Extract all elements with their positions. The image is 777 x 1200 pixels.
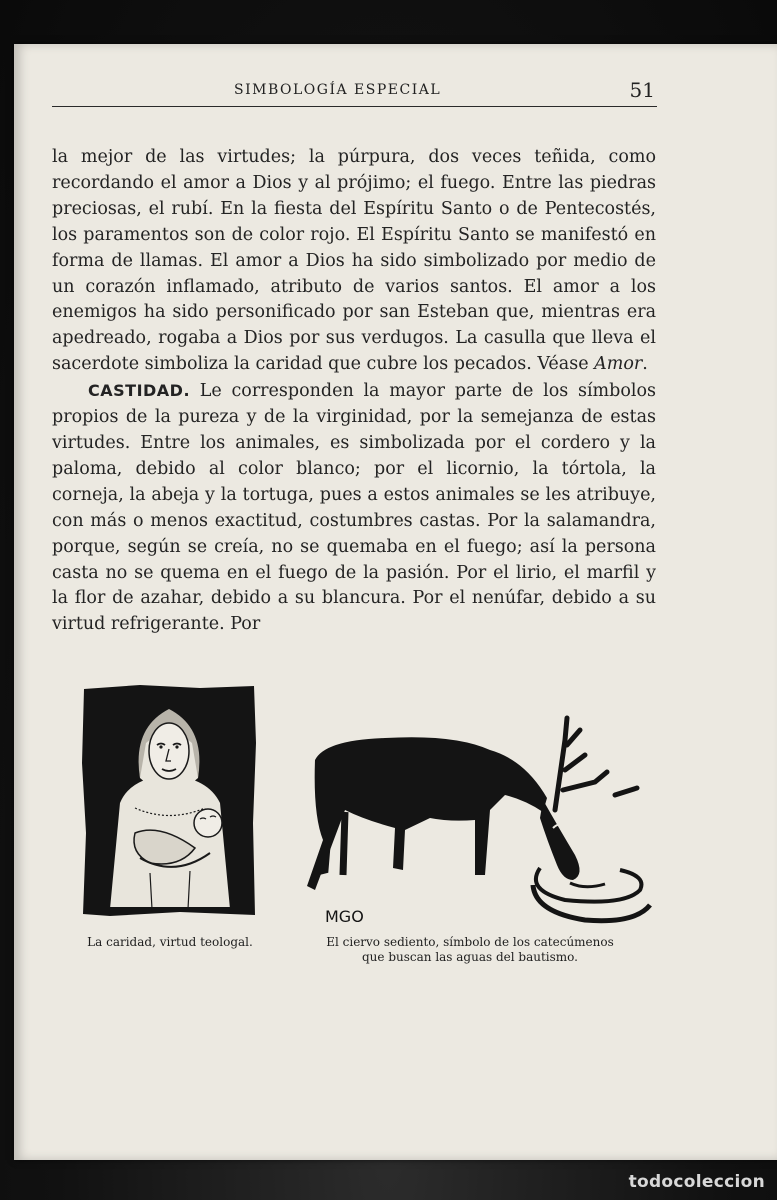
body-text <box>52 145 656 638</box>
deer-illustration <box>285 700 655 935</box>
paragraph-text: la mejor de las virtudes; la púrpura, dos veces teñida, como recordando el amor a Dios y al prójimo; el fuego. Entre las piedras preciosas, el rubí. En la fiesta del Espíritu Santo o de Pentecostés, los paramentos son de color rojo. El Espíritu Santo se manifestó en forma de llamas. El amor a Dios ha sido simbolizado por medio de un corazón inflamado, atributo de varios santos. El amor a los enemigos ha sido personificado por san Esteban que, mientras era apedreado, rogaba a Dios por sus verdugos. La casulla que lleva el sacerdote simboliza la caridad que cubre los pecados. Véase <box>52 147 656 375</box>
running-header <box>52 80 657 107</box>
deer-caption <box>285 935 655 965</box>
paragraph-text: Le corresponden la mayor parte de los símbolos propios de la pureza y de la virginidad, por la semejanza de estas virtudes. Entre los animales, es simbolizada por el cordero y la paloma, debido al color blanco; por el licornio, la tórtola, la corneja, la abeja y la tortuga, pues a estos animales se les atribuye, con más o menos exactitud, costumbres castas. Por la salamandra, porque, según se creía, no se quemaba en el fuego; así la persona casta no se quema en el fuego de la pasión. Por el lirio, el marfil y la flor de azahar, debido a su blancura. Por el nenúfar, debido a su virtud refrigerante. Por <box>52 381 656 635</box>
watermark: todocoleccion <box>628 1172 765 1192</box>
running-title: SIMBOLOGÍA ESPECIAL <box>234 82 442 98</box>
artist-signature: MGO <box>325 907 364 926</box>
caption-line: que buscan las aguas del bautismo. <box>362 950 578 964</box>
paragraph-caridad-continued <box>52 145 656 378</box>
caridad-caption: La caridad, virtud teologal. <box>87 935 253 949</box>
entry-heading: CASTIDAD. <box>88 381 191 401</box>
paragraph-castidad <box>52 378 656 638</box>
caridad-illustration <box>80 683 258 918</box>
cross-reference: Amor <box>594 354 643 375</box>
page-number: 51 <box>629 78 655 102</box>
paragraph-end: . <box>642 354 648 375</box>
caption-line: El ciervo sediento, símbolo de los catecúmenos <box>326 935 614 949</box>
